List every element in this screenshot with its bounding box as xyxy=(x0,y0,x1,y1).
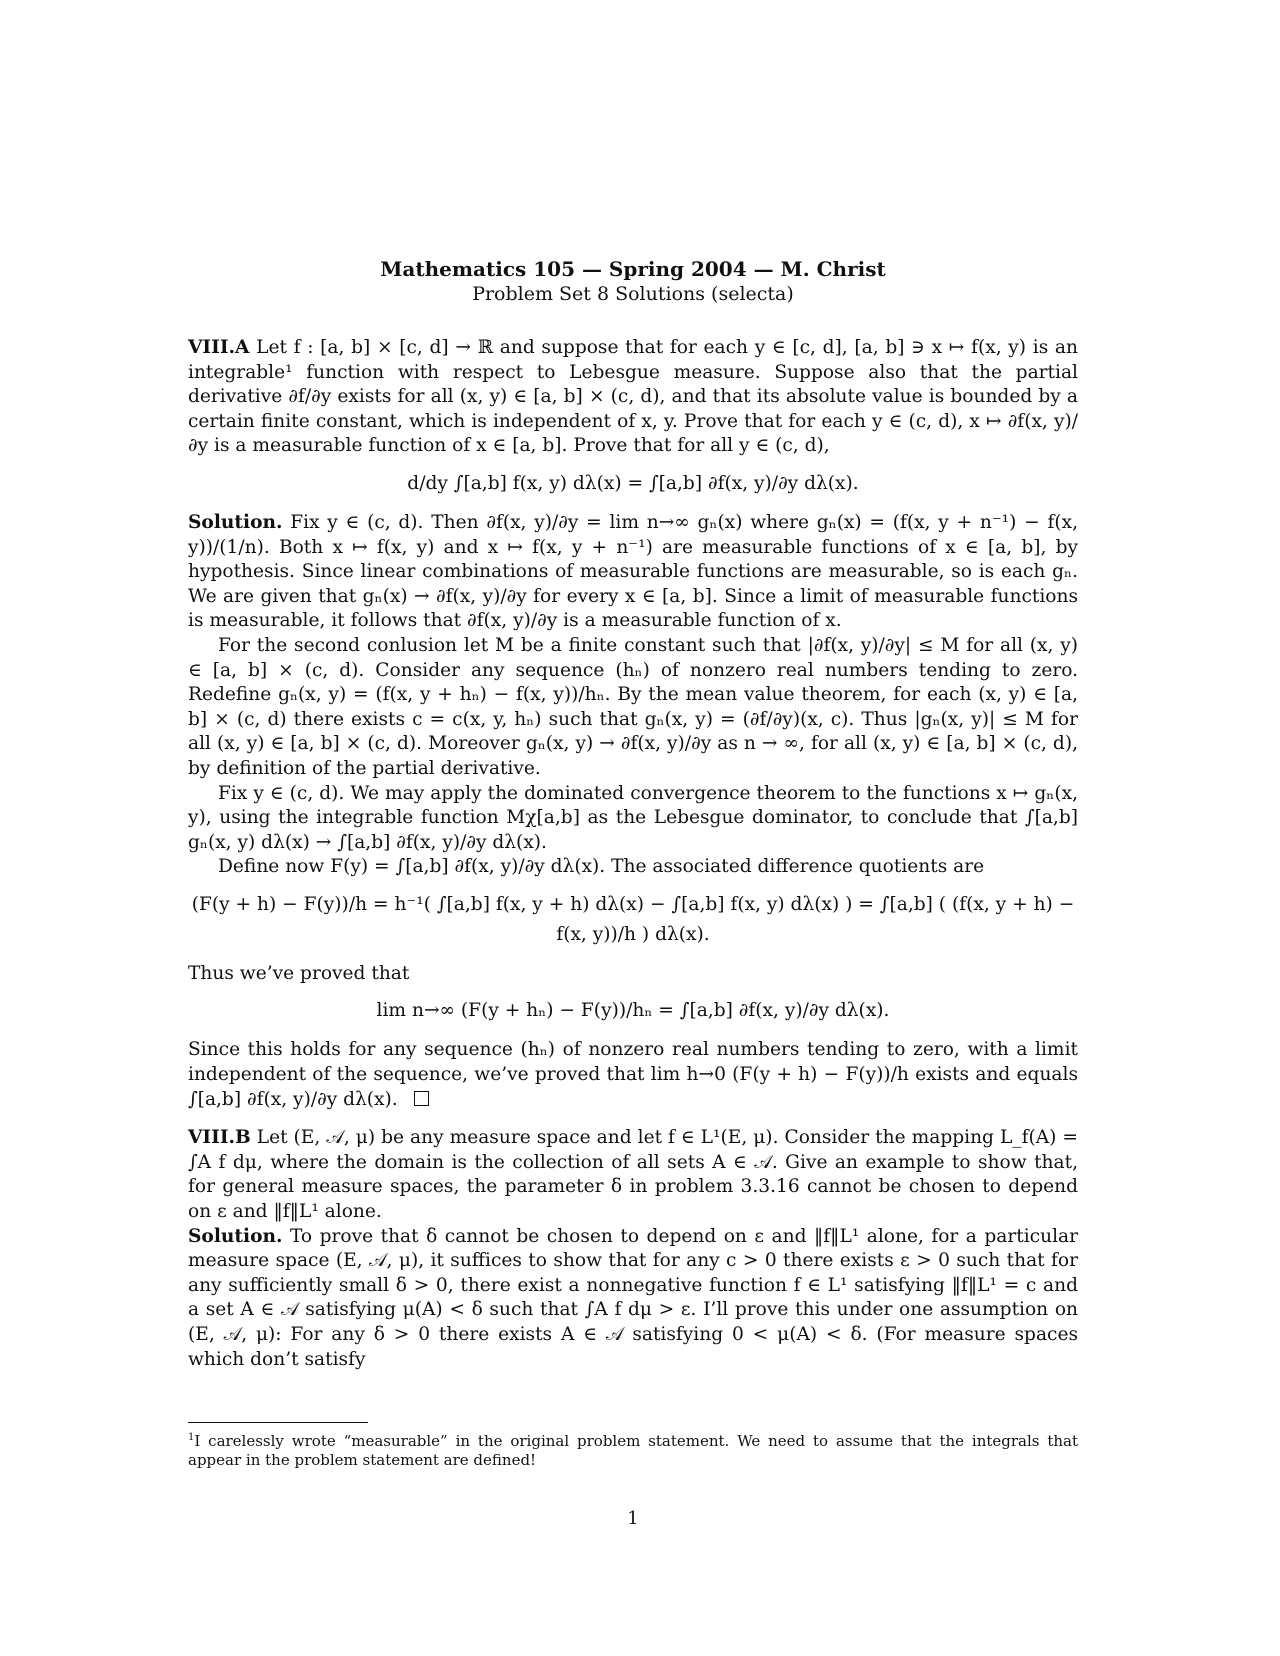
problem-b-statement xyxy=(188,1126,1078,1224)
equation-1: d/dy ∫[a,b] f(x, y) dλ(x) = ∫[a,b] ∂f(x, y)/∂y dλ(x). xyxy=(407,472,859,494)
problem-a-text: Let f : [a, b] × [c, d] → ℝ and suppose that for each y ∈ [c, d], [a, b] ∋ x ↦ f(x, y) is an integrable¹ function with respect to Lebesgue measure. Suppose also that the partial derivative ∂f/∂y exists for all (x, y) ∈ [a, b] × (c, d), and that its absolute value is bounded by a certain finite constant, which is independent of x, y. Prove that for each y ∈ (c, d), x ↦ ∂f(x, y)/∂y is a measurable function of x ∈ [a, b]. Prove that for all y ∈ (c, d), xyxy=(188,337,1078,457)
solution-a-paragraph-3: Fix y ∈ (c, d). We may apply the dominated convergence theorem to the functions x ↦ gₙ(x, y), using the integrable function Mχ[a,b] as the Lebesgue dominator, to conclude that ∫[a,b] gₙ(x, y) dλ(x) → ∫[a,b] ∂f(x, y)/∂y dλ(x). xyxy=(188,782,1078,853)
document-subtitle: Problem Set 8 Solutions (selecta) xyxy=(472,283,794,305)
footnote-rule xyxy=(188,1422,368,1423)
problem-b-text: Let (E, 𝒜, μ) be any measure space and let f ∈ L¹(E, μ). Consider the mapping L_f(A) = ∫A f dμ, where the domain is the collection of all sets A ∈ 𝒜. Give an example to show that, for general measure spaces, the parameter δ in problem 3.3.16 cannot be chosen to depend on ε and ‖f‖L¹ alone. xyxy=(188,1127,1078,1223)
equation-2: (F(y + h) − F(y))/h = h⁻¹( ∫[a,b] f(x, y + h) dλ(x) − ∫[a,b] f(x, y) dλ(x) ) = ∫[a,b] ( (f(x, y + h) − f(x, y))/h ) dλ(x). xyxy=(191,893,1075,945)
document-page xyxy=(188,0,1078,1656)
footnote-mark: 1 xyxy=(188,1432,195,1443)
document-title: Mathematics 105 — Spring 2004 — M. Christ xyxy=(380,257,886,281)
solution-a-label: Solution. xyxy=(188,511,283,533)
solution-a-paragraph-1 xyxy=(188,511,1078,634)
solution-b-paragraph-1 xyxy=(188,1225,1078,1373)
qed-box-icon xyxy=(414,1091,429,1106)
solution-a-paragraph-4: Define now F(y) = ∫[a,b] ∂f(x, y)/∂y dλ(x). The associated difference quotients are xyxy=(218,856,985,878)
solution-a-text-1: Fix y ∈ (c, d). Then ∂f(x, y)/∂y = lim n→∞ gₙ(x) where gₙ(x) = (f(x, y + n⁻¹) − f(x, y))/(1/n). Both x ↦ f(x, y) and x ↦ f(x, y + n⁻¹) are measurable functions of x ∈ [a, b], by hypothesis. Since linear combinations of measurable functions are measurable, so is each gₙ. We are given that gₙ(x) → ∂f(x, y)/∂y for every x ∈ [a, b]. Since a limit of measurable functions is measurable, it follows that ∂f(x, y)/∂y is a measurable function of x. xyxy=(188,511,1078,632)
solution-a-paragraph-6 xyxy=(188,1038,1078,1112)
solution-a-paragraph-2: For the second conlusion let M be a finite constant such that |∂f(x, y)/∂y| ≤ M for all (x, y) ∈ [a, b] × (c, d). Consider any sequence (hₙ) of nonzero real numbers tending to zero. Redefine gₙ(x, y) = (f(x, y + hₙ) − f(x, y))/hₙ. By the mean value theorem, for each (x, y) ∈ [a, b] × (c, d) there exists c = c(x, y, hₙ) such that gₙ(x, y) = (∂f/∂y)(x, c). Thus |gₙ(x, y)| ≤ M for all (x, y) ∈ [a, b] × (c, d). Moreover gₙ(x, y) → ∂f(x, y)/∂y as n → ∞, for all (x, y) ∈ [a, b] × (c, d), by definition of the partial derivative. xyxy=(188,634,1078,779)
problem-b-label: VIII.B xyxy=(188,1127,251,1149)
equation-3: lim n→∞ (F(y + hₙ) − F(y))/hₙ = ∫[a,b] ∂f(x, y)/∂y dλ(x). xyxy=(376,1000,890,1022)
footnote-text: I carelessly wrote “measurable” in the original problem statement. We need to assume that the integrals that appear in the problem statement are defined! xyxy=(188,1432,1078,1469)
solution-a-text-6: Since this holds for any sequence (hₙ) of nonzero real numbers tending to zero, with a limit independent of the sequence, we’ve proved that lim h→0 (F(y + h) − F(y))/h exists and equals ∫[a,b] ∂f(x, y)/∂y dλ(x). xyxy=(188,1039,1078,1110)
solution-b-label: Solution. xyxy=(188,1225,283,1247)
solution-a-paragraph-5: Thus we’ve proved that xyxy=(188,962,410,984)
problem-a-label: VIII.A xyxy=(188,337,250,358)
problem-a-statement xyxy=(188,336,1078,459)
footnote xyxy=(188,1428,1078,1470)
document-body xyxy=(188,336,1078,1372)
page-number: 1 xyxy=(627,1508,639,1529)
section-spacer xyxy=(188,1112,1078,1126)
solution-b-text-1: To prove that δ cannot be chosen to depend on ε and ‖f‖L¹ alone, for a particular measure space (E, 𝒜, μ), it suffices to show that for any c > 0 there exists ε > 0 such that for any sufficiently small δ > 0, there exist a nonnegative function f ∈ L¹ satisfying ‖f‖L¹ = c and a set A ∈ 𝒜 satisfying μ(A) < δ such that ∫A f dμ > ε. I’ll prove this under one assumption on (E, 𝒜, μ): For any δ > 0 there exists A ∈ 𝒜 satisfying 0 < μ(A) < δ. (For measure spaces which don’t satisfy xyxy=(188,1225,1078,1370)
